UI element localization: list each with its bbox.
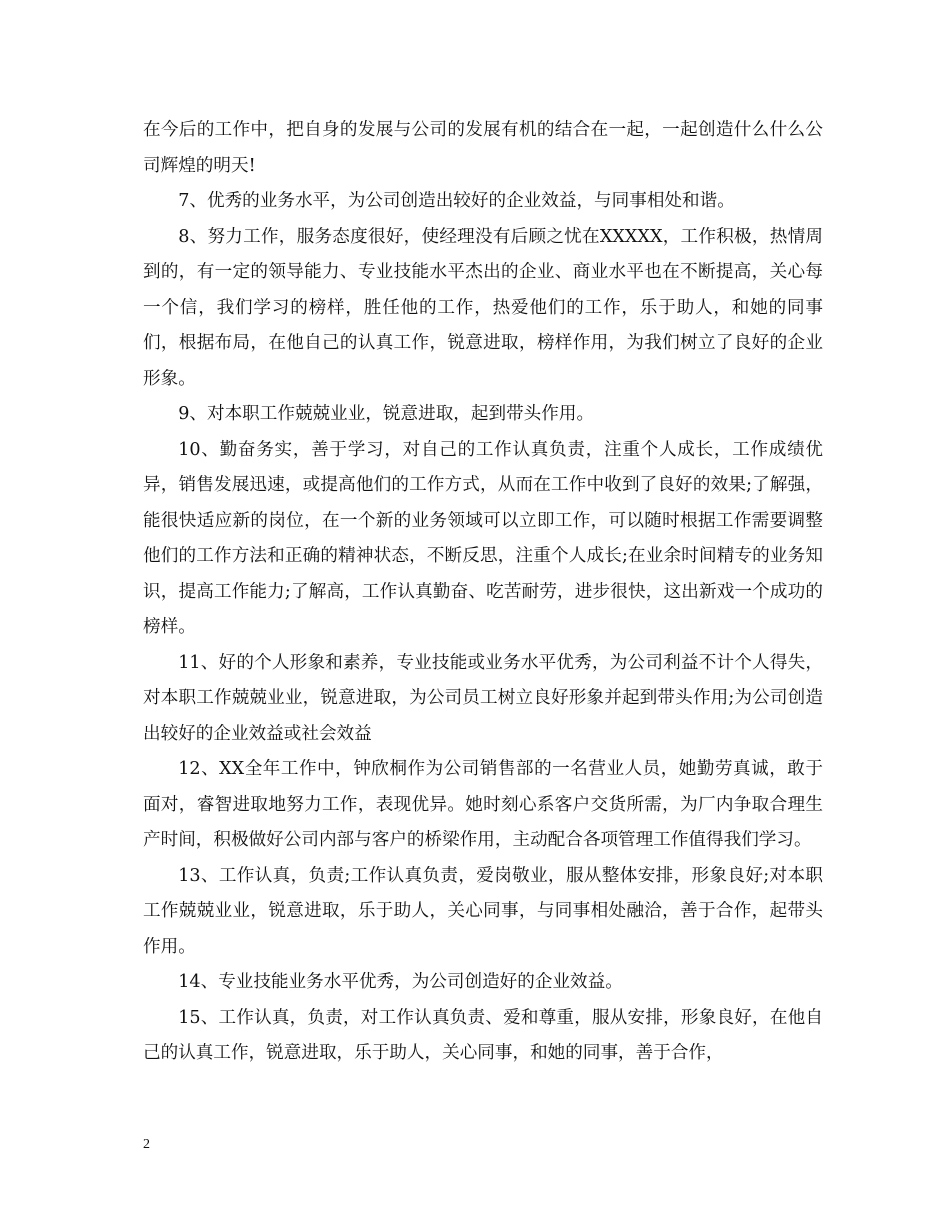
page-number: 2 <box>143 1137 150 1152</box>
body-text <box>143 113 823 1072</box>
paragraph: 9、对本职工作兢兢业业，锐意进取，起到带头作用。 <box>178 404 595 424</box>
paragraph: 15、工作认真，负责，对工作认真负责、爱和尊重，服从安排，形象良好，在他自己的认真工作，锐意进取，乐于助人，关心同事，和她的同事，善于合作， <box>143 1007 823 1063</box>
paragraph: 10、勤奋务实，善于学习，对自己的工作认真负责，注重个人成长，工作成绩优异，销售发展迅速，或提高他们的工作方式，从而在工作中收到了良好的效果;了解强，能很快适应新的岗位，在一个新的业务领域可以立即工作，可以随时根据工作需要调整他们的工作方法和正确的精神状态，不断反思，注重个人成长;在业余时间精专的业务知识，提高工作能力;了解高，工作认真勤奋、吃苦耐劳，进步很快，这出新戏一个成功的榜样。 <box>143 439 823 637</box>
paragraph: 13、工作认真，负责;工作认真负责，爱岗敬业，服从整体安排，形象良好;对本职工作兢兢业业，锐意进取，乐于助人，关心同事，与同事相处融洽，善于合作，起带头作用。 <box>143 865 823 957</box>
paragraph: 11、好的个人形象和素养，专业技能或业务水平优秀，为公司利益不计个人得失，对本职工作兢兢业业，锐意进取，为公司员工树立良好形象并起到带头作用;为公司创造出较好的企业效益或社会效益 <box>143 652 823 744</box>
paragraph: 8、努力工作，服务态度很好，使经理没有后顾之忧在XXXXX，工作积极，热情周到的，有一定的领导能力、专业技能水平杰出的企业、商业水平也在不断提高，关心每一个信，我们学习的榜样，胜任他的工作，热爱他们的工作，乐于助人，和她的同事们，根据布局，在他自己的认真工作，锐意进取，榜样作用，为我们树立了良好的企业形象。 <box>143 226 823 389</box>
paragraph: 14、专业技能业务水平优秀，为公司创造好的企业效益。 <box>178 972 623 992</box>
paragraph: 7、优秀的业务水平，为公司创造出较好的企业效益，与同事相处和谐。 <box>178 191 735 211</box>
paragraph: 在今后的工作中，把自身的发展与公司的发展有机的结合在一起，一起创造什么什么公司辉煌的明天! <box>143 120 823 176</box>
paragraph: 12、XX全年工作中，钟欣桐作为公司销售部的一名营业人员，她勤劳真诚，敢于面对，睿智进取地努力工作，表现优异。她时刻心系客户交货所需，为厂内争取合理生产时间，积极做好公司内部与客户的桥梁作用，主动配合各项管理工作值得我们学习。 <box>143 759 823 850</box>
